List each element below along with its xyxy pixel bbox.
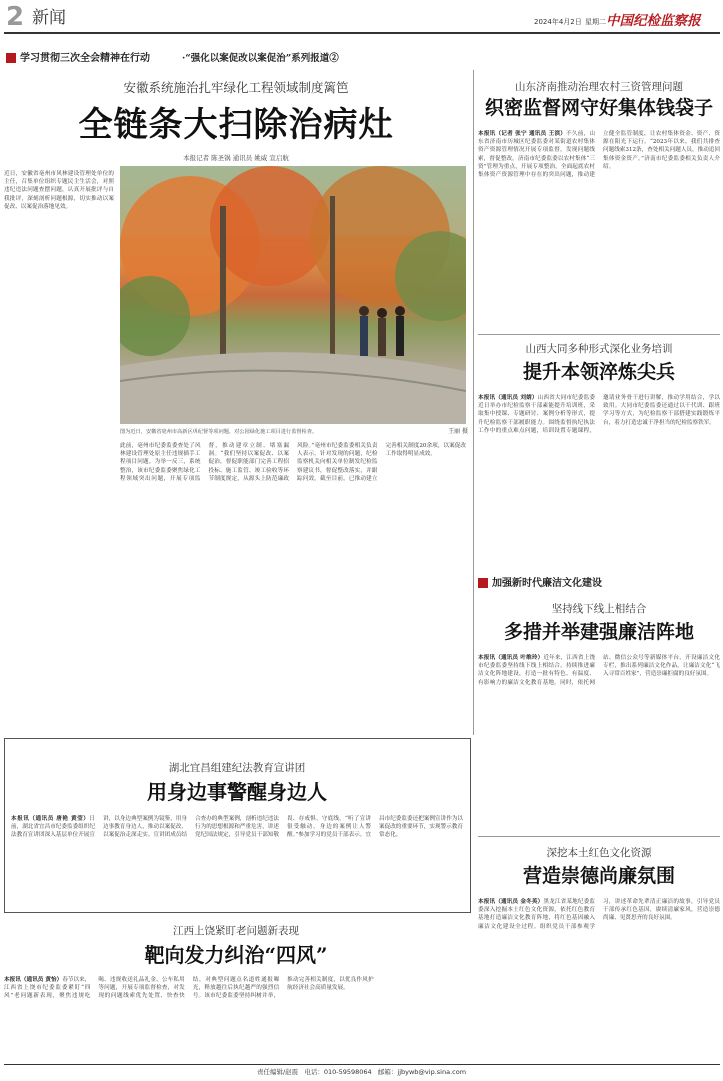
jiangxi-four-kicker: 江西上饶紧盯老问题新表现 — [173, 925, 299, 937]
jiangxi-duo-lead-in: 本报讯（通讯员 叶维玲） — [478, 655, 544, 661]
lead-photo-credit: 王丽 摄 — [448, 428, 468, 435]
shanxi-kicker: 山西大同多种形式深化业务培训 — [525, 343, 673, 355]
footer-email: jjbywb@vip.sina.com — [397, 1068, 467, 1076]
lead-kicker: 安徽系统施治扎牢绿化工程领域制度篱笆 — [123, 80, 349, 95]
shanxi-article — [478, 336, 720, 576]
right-rule-1 — [478, 334, 720, 335]
page-number: 2 — [6, 2, 25, 32]
jiangxi-duo-kicker: 坚持线下线上相结合 — [551, 603, 647, 615]
banner-series: ·“强化以案促改以案促治”系列报道② — [182, 53, 339, 64]
series-banner — [4, 52, 504, 66]
side-banner — [476, 577, 720, 591]
heilong-lead-in: 本报讯（通讯员 金冬英） — [478, 899, 544, 905]
side-banner-marker-icon — [478, 578, 488, 588]
footer-phone-label: 电话 — [304, 1068, 318, 1076]
banner-column: 学习贯彻三次全会精神在行动 — [20, 53, 150, 64]
jiangxi-four-headline: 靶向发力纠治“四风” — [144, 943, 328, 967]
jiangxi-four-body-text: 春节以来，江西省上饶市纪委监委紧盯“四风”老问题新表现，聚焦违规吃喝、违规收送礼品礼金、公车私用等问题，开展专项监督检查，对发现的问题线索优先处置、快查快结，对典型问题点名道姓通报曝光，释放越往后执纪越严的强烈信号。该市纪委监委坚持纠树并举，推动完善相关制度，以优良作风护航经济社会高质量发展。 — [4, 977, 374, 1000]
right-top-article — [478, 70, 720, 340]
right-top-kicker: 山东济南推动治理农村三资管理问题 — [515, 81, 683, 93]
hubei-body — [11, 815, 463, 909]
footer: 责任编辑/赵震 电话：010-59598064 邮箱：jjbywb@vip.sina.com — [256, 1068, 467, 1076]
jiangxi-duo-body — [478, 654, 720, 828]
heilong-kicker: 深挖本土红色文化资源 — [546, 847, 652, 859]
lead-body-rest: 此前，亳州市纪委监委查处了风林建设管理处原主任违规插手工程项目问题。为举一反三，系统整治，该市纪委监委聚焦绿化工程领域突出问题，开展专项监督，推动建章立制、堵塞漏洞。“我们坚持以案促改、以案促治，督促职能部门完善工程招投标、施工监管、竣工验收等环节制度规定，从源头上防范廉政风险。”亳州市纪委监委相关负责人表示。针对发现的问题，纪检监察机关向相关单位制发纪检监察建议书，督促整改落实，并跟踪问效。截至目前，已推动建立完善相关制度20余项，以案促改工作取得明显成效。 — [120, 443, 466, 482]
right-top-body — [478, 130, 720, 338]
shanxi-body-text: 山西省大同市纪委监委近日举办市纪检监察干部素能提升培训班，采取集中授课、专题研讨、案例分析等形式，提升纪检监察干部履职能力。围绕监督执纪执法工作中的重点难点问题，培训设置专题课程，邀请业务骨干进行讲解，推动学用结合，学以致用。大同市纪委监委还通过以干代训、跟班学习等方式，为纪检监察干部搭建实践锻炼平台，着力打造忠诚干净担当的纪检监察铁军。 — [478, 395, 720, 434]
lead-byline: 本报记者 陈圣锅 通讯员 姚威 宣启航 — [183, 154, 289, 162]
shanxi-headline: 提升本领淬炼尖兵 — [522, 361, 675, 383]
hubei-lead-in: 本报讯（通讯员 唐艳 黄莹） — [11, 816, 90, 822]
banner-marker-icon — [6, 53, 16, 63]
lead-photo-caption: 图为近日，安徽省亳州市高新区巩纪督等项问题，对公园绿化施工项目进行监督检查。 — [120, 429, 318, 435]
right-top-headline: 织密监督网守好集体钱袋子 — [484, 97, 713, 119]
heilong-body-text: 黑龙江省某地纪委监委深入挖掘本土红色文化资源，依托红色教育基地打造廉洁文化教育阵地，将红色基因融入廉洁文化建设全过程。组织党员干部参观学习，讲述革命先辈清正廉洁的故事，引导党员干部传承红色基因，赓续清廉家风，营造崇德尚廉、见贤思齐的良好氛围。 — [478, 899, 720, 930]
lead-article — [4, 70, 468, 740]
paper-name: 中国纪检监察报 — [606, 13, 701, 29]
jiangxi-four-lead-in: 本报讯（通讯员 黄怡） — [4, 977, 63, 983]
issue-date: 2024年4月2日 — [534, 18, 582, 26]
jiangxi-duo-body-text: 近年来，江西省上饶市纪委监委坚持线下线上相结合，持续推进廉洁文化阵地建设，打造一批有特色、有温度、有影响力的廉洁文化教育基地。同时，依托网站、微信公众号等新媒体平台，开设廉洁文化专栏，推出系列廉洁文化作品，让廉洁文化“飞入寻常百姓家”，营造崇廉拒腐的良好氛围。 — [478, 655, 720, 686]
footer-editor-name: 赵震 — [285, 1068, 299, 1076]
lead-headline: 全链条大扫除治病灶 — [78, 105, 394, 145]
heilong-headline: 营造崇德尚廉氛围 — [522, 865, 675, 887]
masthead — [0, 0, 723, 36]
lead-photo — [120, 166, 466, 424]
jiangxi-duo-headline: 多措并举建强廉洁阵地 — [503, 621, 694, 643]
footer-rule — [4, 1064, 720, 1065]
side-banner-column: 加强新时代廉洁文化建设 — [492, 578, 602, 589]
park-scene-illustration — [120, 166, 466, 424]
hubei-kicker: 湖北宜昌组建纪法教育宣讲团 — [168, 762, 306, 774]
section-name: 新闻 — [32, 8, 66, 28]
masthead-rule — [4, 32, 720, 34]
right-top-lead-in: 本报讯（记者 张宁 通讯员 王滨） — [478, 131, 567, 137]
heilong-body — [478, 898, 720, 1060]
hubei-headline: 用身边事警醒身边人 — [147, 780, 327, 804]
jiangxi-four-body — [4, 976, 468, 1062]
footer-editor-label: 责任编辑 — [256, 1068, 283, 1076]
footer-email-label: 邮箱 — [377, 1068, 391, 1076]
hubei-article-box — [4, 738, 471, 913]
right-rule-2 — [478, 836, 720, 837]
footer-phone: 010-59598064 — [323, 1068, 372, 1076]
right-top-body-text: 不久前，山东省济南市历城区纪委监委对某街道农村集体资产资源管理情况开展专项监督，发现问题线索，督促整改。济南市纪委监委以农村集体“三资”管理为重点，开展专项整治，全面起底农村集体资产资源管理中存在的突出问题，推动建立健全监管制度，让农村集体资金、资产、资源在阳光下运行。“2023年以来，我们共排查问题线索312条，查处相关问题人员，推动追回集体资金资产。”济南市纪委监委相关负责人介绍。 — [478, 131, 720, 179]
shanxi-lead-in: 本报讯（通讯员 刘婧） — [478, 395, 538, 401]
jiangxi-four-article — [4, 918, 471, 1063]
hubei-body-text: 日前，湖北省宜昌市纪委监委组织纪法教育宣讲团深入基层单位开展宣讲，以身边典型案例为镜鉴，用身边事教育身边人，推动以案促改、以案促治走深走实。宣讲团成员结合查办的典型案例，剖析违纪违法行为的思想根源和严重危害，讲述党纪国法规定，引导党员干部知敬畏、存戒惧、守底线。“听了宣讲很受触动，身边的案例让人警醒。”参加学习的党员干部表示。宜昌市纪委监委还把案例宣讲作为以案促改的重要环节，实现警示教育常态化。 — [11, 816, 463, 839]
issue-weekday: 星期二 — [585, 18, 606, 26]
jiangxi-duo-article — [478, 594, 720, 834]
column-divider — [473, 70, 474, 735]
lead-body-intro: 近日，安徽省亳州市风林建设管理处单位的主任，召集单位组织专题民主生活会，对照违纪违法问题查摆问题，认真开展批评与自我批评，深刻剖析问题根源，切实推动以案促改、以案促治落地见效。 — [4, 171, 114, 210]
shanxi-body — [478, 394, 720, 572]
heilong-article — [478, 838, 720, 1063]
